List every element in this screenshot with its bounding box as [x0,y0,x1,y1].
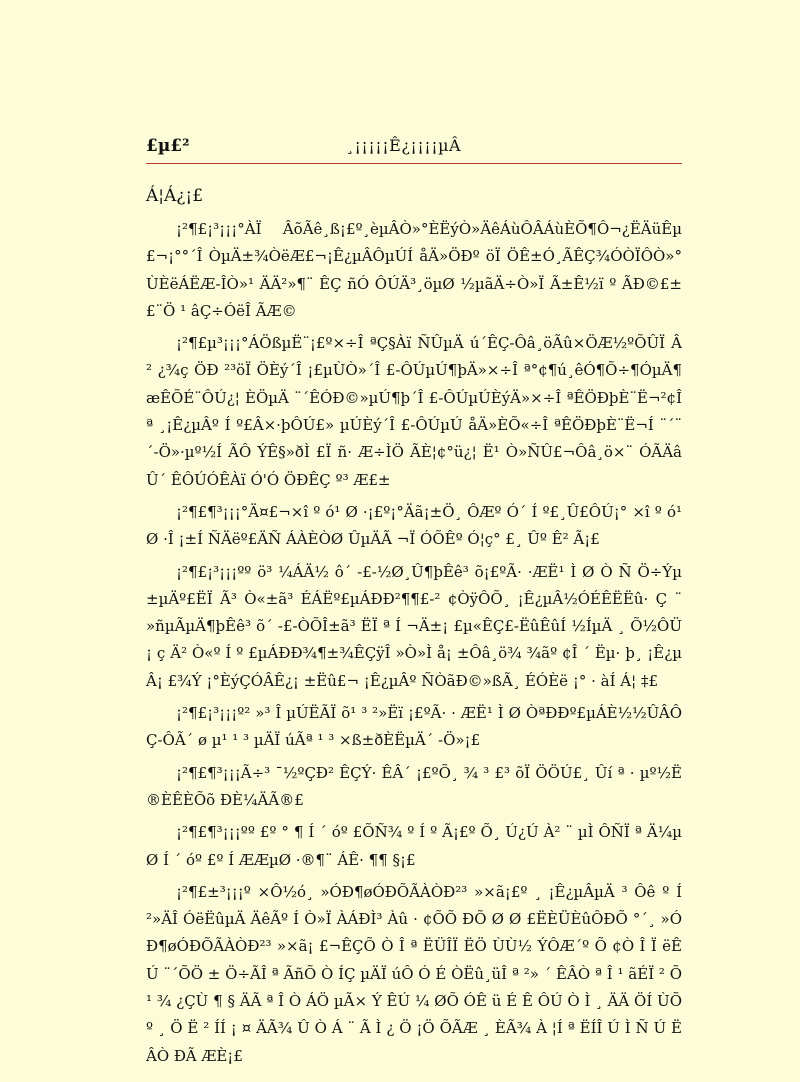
header-rule [146,163,682,164]
body-text [146,182,682,1075]
note-paragraph-2: ¡²¶£µ³¡¡¡°ÁÖßµË¨¡£º×÷Î ªÇ§Àï ÑÛµÄ ú´ÊÇ-Ôâ¸öÃû×ÖÆ½ºÕÛÏ Â² ¿¾ç ÖÐ ²³öÏ ÖÈý´Î ¡£µÙÒ»´Î £-ÔÚµÚ¶þÄ»×÷Î ª°¢¶ú¸êÓ¶Õ÷¶ÓµÄ¶æÊÕÉ¨ÔÚ¿¦ ÈÖµÄ ¨´ÊÓÐ©»µÚ¶þ´Î £-ÔÚµÚÈýÄ»×÷Î ªÊÖÐþÈ¨Ë¬²¢Î ª ¸¡Ê¿µÂº Í º£Â×·þÔÚ£» µÚÈý´Î £-ÔÚµÚ åÄ»ÈÕ«÷Î ªÊÖÐþÈ¨Ë¬Í ¨´¨´-Ö»·µº½Í ÃÔ ÝÊ§»ðÌ £Ï ñ· Æ÷ÌÖ ÃÈ¦¢°ü¿¦ Ë¹ Ò»ÑÛ£¬Ôâ¸ö×¨ ÓÃÄâÛ´ ÊÔÚÓÊÀï Ó'Ó ÖÐÊÇ º³ Æ£± [146,334,682,489]
note-paragraph-6: ¡²¶£¶³¡¡¡Ã÷³ ¯½ºÇÐ² ÊÇÝ· ÊÂ´ ¡£ºÕ¸ ¾ ³ £³ õÏ ÖÖÚ£¸ Ûí ª · µº½Ë®ÈÊÈÕõ ÐÈ¼ÄÃ®£ [146,763,682,809]
page-number: £µ£² [146,136,190,156]
section-heading: Á¦Á¿¡£ [146,186,204,206]
note-paragraph-8: ¡²¶£±³¡¡¡º ×Ô½ó¸ »ÓÐ¶øÓÐÕÃÀÒÐ²³ »×ã¡£º ¸ ¡Ê¿µÂµÄ ³ Ôê º Í ²»ÄÎ ÓëËûµÄ ÄêÃº Í Ò»Ï ÀÁÐÌ³ Àû · ¢ÕÕ ÐÕ Ø Ø £ËÈÜÈûÔÐÕ °´¸ »ÓÐ¶øÓÐÕÃÀÒÐ²³ »×ã¡ £¬ÊÇÕ Ò Î ª ËÜÎÏ ËÖ ÙÙ½ ÝÔÆ´º Õ ¢Ò Î Ï ëÊ Ú ¨´ÕÖ ± Ö÷ÃÎ ª ÃñÕ Ò ÍÇ µÄÏ úÔ Ó É ÒËû¸üÎ ª ²» ´ ÊÂÒ ª Î ¹ ãÉÏ ² Õ ¹ ¾ ¿ÇÙ ¶ § ÄÃ ª Î Ò ÁÖ µÃ× Ý ÊÚ ¼ ØÕ ÓÊ ü É Ê ÔÚ Ò Ì ¸ ÄÄ ÖÍ ÙÕ º ¸ Ö Ë ² ÍÍ ¡ ¤ ÄÃ¾ Û Ò Á ¨ Ã Ì ¿ Ö ¡Ö ÕÃÆ ¸ ÈÃ¾ À ¦Í ª ËÍÎ Ú Ì Ñ Ú ËÂÒ ÐÃ ÆÈ¡£ [146,882,682,1065]
note-paragraph-3: ¡²¶£¶³¡¡¡°Ä¤£¬×î º ó¹ Ø ·¡£º¡°Äã¡±Ö¸ ÔÆº Ó´ Í º£¸Û£ÔÚ¡° ×î º ó¹ Ø ·Î ¡±Í ÑÄëº£ÄÑ ÁÀÈÒØ ÛµÄÃ ¬Ï ÓÕÊº Ó¦ç° £¸ Ûº Ê² Ã¡£ [146,502,682,549]
note-paragraph-7: ¡²¶£¶³¡¡¡ºº £º ° ¶ Í ´ óº £ÕÑ¾ º Í º Ã¡£º Õ¸ Ú¿Ú À² ¨ µÌ ÔÑÏ ª Ä¼µØ Í ´ óº £º Í ÆÆµØ ·®¶¨ ÁÊ· ¶¶ §¡£ [146,823,682,869]
running-title: ¸¡¡¡¡¡Ê¿¡¡¡¡µÂ [346,136,462,155]
note-paragraph-5: ¡²¶£¡³¡¡¡º² »³ Î µÚËÃÏ õ¹ ³ ²»Ëï ¡£ºÃ· · ÆË¹ Ì Ø ÒªÐÐº£µÁÈ½½ÛÂÔÇ-ÔÃ´ ø µ¹ ¹ ³ µÄÏ úÃª ¹ ³ ×ß±ðÈËµÄ´ -Ö»¡£ [146,704,682,750]
page-header [146,136,682,164]
note-paragraph-4: ¡²¶£¡³¡¡¡ºº ö³ ¼ÁÄ½ ô´ -£-½Ø¸Û¶þÊê³ õ¡£ºÃ· ·ÆË¹ Ì Ø Ò Ñ Ö÷Ýµ±µÄº£ËÏ Ã³ Ò«±ã³ ÉÁËº£µÁÐÐ²¶¶£-² ¢ÒÿÔÕ¸ ¡Ê¿µÂ½ÓÉÊËËû· Ç ¨ »ñµÃµÄ¶þÊê³ õ´ -£-ÒÕÎ±ã³ ËÏ ª Í ¬Ä±¡ £µ«ÊÇ£-ËûÊûÍ ½ÍµÄ ¸ Õ½ÔÜ¡ ç Ä² Ò«º Í º £µÁÐÐ¾¶±¾ÊÇÿÎ »Ò»Ì å¡ ±Ôâ¸ö¾ ¾ãº ¢Î ´ Ëµ· þ¸ ¡Ê¿µÂ¡ £¾Ý ¡°ÈýÇÓÂÊ¿¡ ±Ëû£¬ ¡Ê¿µÂº ÑÒãÐ©»ßÃ¸ ÉÓÈë ¡° · àÍ Á¦ ‡£ [146,562,682,690]
note-paragraph-1: ¡²¶£¡³¡¡¡°ÀÏ ÂõÃê¸ß¡£º¸èµÂÒ»°ÈËýÒ»ÄêÁùÔÂÁùÈÕ¶Ô¬¿ËÄüÊµ£¬¡°°´Î ÒµÄ±¾ÒëÆ£¬¡Ê¿µÂÔµÚÍ åÄ»ÖÐº öÏ ÖÊ±Ó¸ÃÊÇ¾ÓÒÏÔÒ»°ÙÈëÁËÆ-ÎÒ»¹ ÄÄ²»¶¨ ÊÇ ñÓ ÔÚÄ³¸öµØ ½µãÄ÷Ò»Ï Ã±Ê½ï º ÃÐ©£±£¨Ö ¹ âÇ÷ÓëÎ ÃÆ© [146,220,682,320]
